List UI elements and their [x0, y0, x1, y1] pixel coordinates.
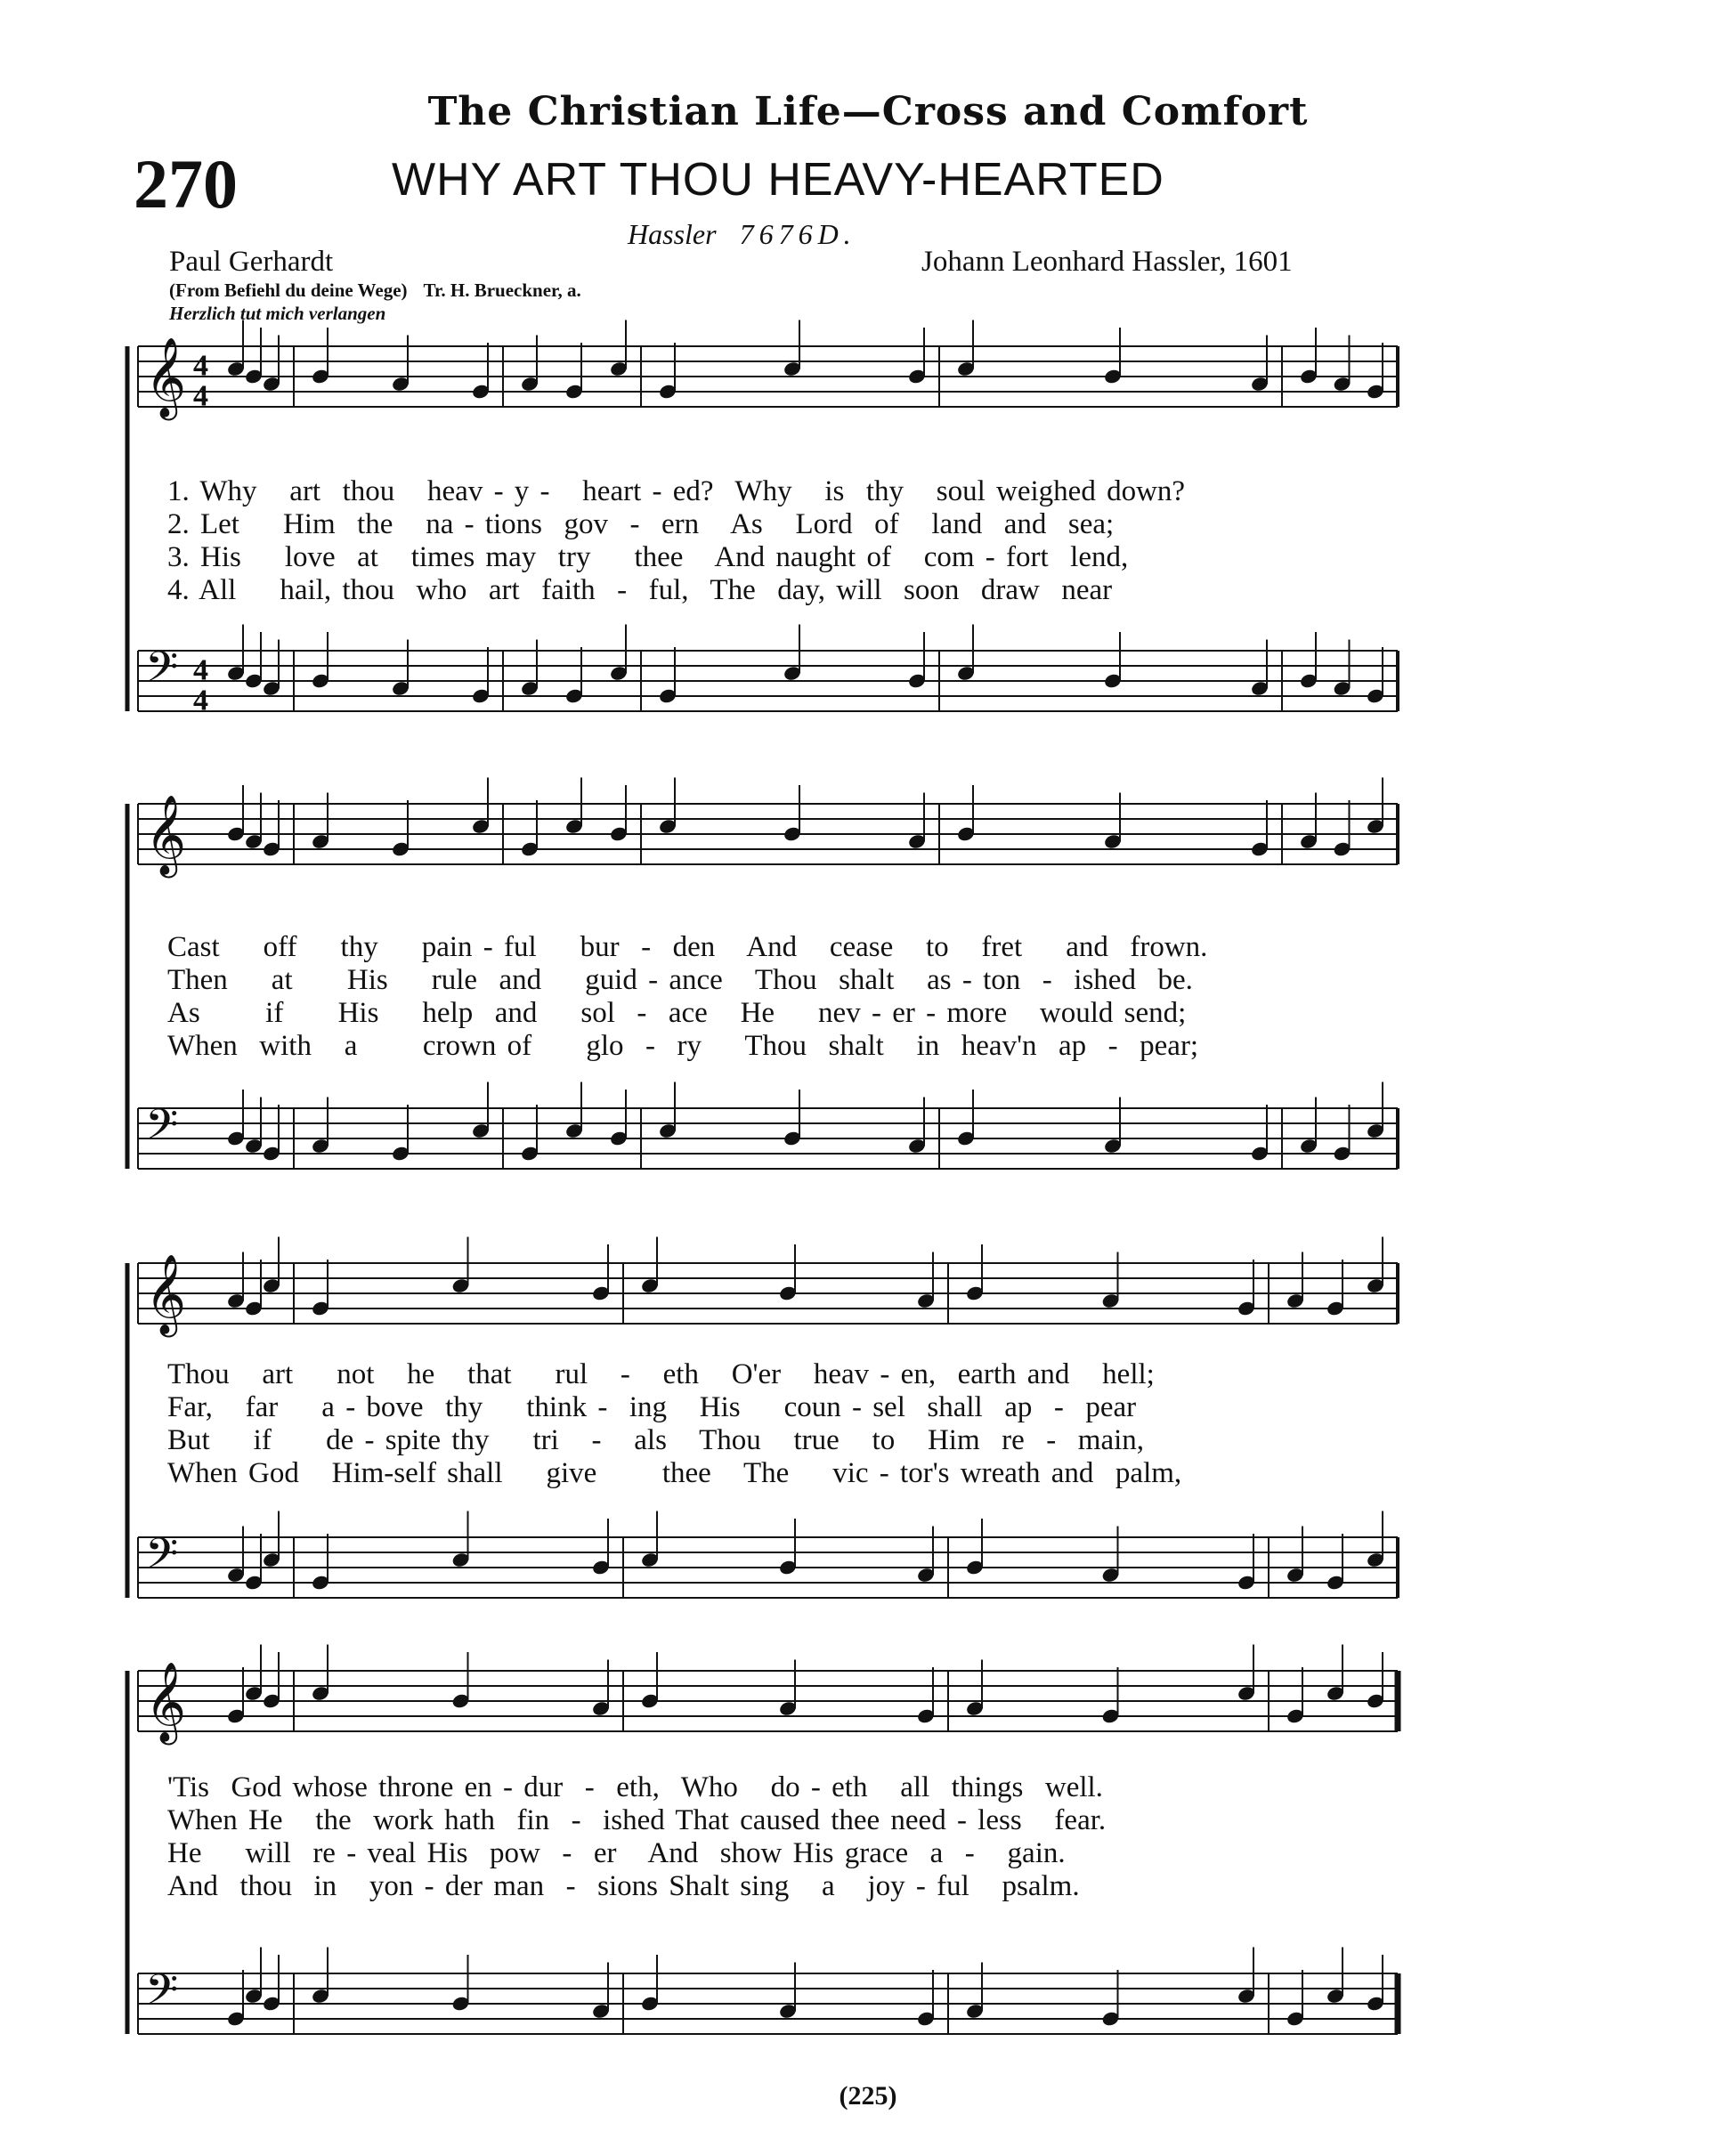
lyric-line: Far, far a - bove thy think - ing His coun - sel shall ap - pear [167, 1391, 1137, 1423]
time-signature-bottom: 4 [193, 379, 208, 413]
lyrics-system-2 [167, 931, 1374, 1063]
lyric-line: 3. His love at times may try thee And naught of com - fort lend, [167, 541, 1129, 573]
lyric-line: But if de - spite thy tri - als Thou true to Him re - main, [167, 1424, 1145, 1456]
lyric-line: When with a crown of glo - ry Thou shalt in heav'n ap - pear; [167, 1030, 1199, 1062]
treble-clef: 𝄞 [145, 337, 187, 418]
lyric-line: As if His help and sol - ace He nev - er - more would send; [167, 997, 1187, 1029]
page-number: (225) [839, 2081, 897, 2111]
composer: Johann Leonhard Hassler, 1601 [921, 246, 1293, 278]
bass-clef: 𝄢 [145, 642, 179, 703]
lyric-line: Then at His rule and guid - ance Thou shalt as - ton - ished be. [167, 964, 1193, 996]
lyric-line: 1. Why art thou heav - y - heart - ed? Why is thy soul weighed down? [167, 475, 1186, 507]
treble-clef: 𝄞 [145, 1254, 187, 1335]
lyric-line: And thou in yon - der man - sions Shalt sing a joy - ful psalm. [167, 1870, 1080, 1902]
lyric-line: He will re - veal His pow - er And show His grace a - gain. [167, 1837, 1066, 1869]
bass-clef: 𝄢 [145, 1528, 179, 1590]
lyric-line: When God Him-self shall give thee The vic - tor's wreath and palm, [167, 1457, 1182, 1489]
lyric-line: When He the work hath fin - ished That caused thee need - less fear. [167, 1804, 1107, 1836]
lyric-line: Cast off thy pain - ful bur - den And cease to fret and frown. [167, 931, 1208, 963]
source-tune: Herzlich tut mich verlangen [169, 303, 386, 324]
time-signature-top: 4 [193, 653, 208, 687]
time-signature-top: 4 [193, 349, 208, 383]
source-text: (From Befiehl du deine Wege) [169, 280, 408, 301]
hymn-number: 270 [134, 145, 238, 223]
lyrics-system-3 [167, 1358, 1374, 1490]
lyric-line: 4. All hail, thou who art faith - ful, The day, will soon draw near [167, 574, 1113, 606]
lyrics-system-4 [167, 1771, 1374, 1903]
lyric-line: Thou art not he that rul - eth O'er heav - en, earth and hell; [167, 1358, 1155, 1390]
tune-name: Hassler [628, 218, 717, 250]
treble-clef: 𝄞 [145, 795, 187, 876]
hymn-title: WHY ART THOU HEAVY-HEARTED [392, 154, 1164, 206]
lyric-line: 'Tis God whose throne en - dur - eth, Who do - eth all things well. [167, 1771, 1103, 1803]
meter: 7676D. [739, 218, 856, 250]
section-title: The Christian Life—Cross and Comfort [427, 89, 1309, 134]
lyric-line: 2. Let Him the na - tions gov - ern As Lord of land and sea; [167, 508, 1115, 540]
author: Paul Gerhardt [169, 246, 334, 278]
bass-clef: 𝄢 [145, 1099, 179, 1161]
treble-clef: 𝄞 [145, 1662, 187, 1743]
bass-clef: 𝄢 [145, 1965, 179, 2026]
lyrics-system-1 [167, 475, 1374, 607]
time-signature-bottom: 4 [193, 684, 208, 717]
translator: Tr. H. Brueckner, a. [423, 280, 581, 301]
